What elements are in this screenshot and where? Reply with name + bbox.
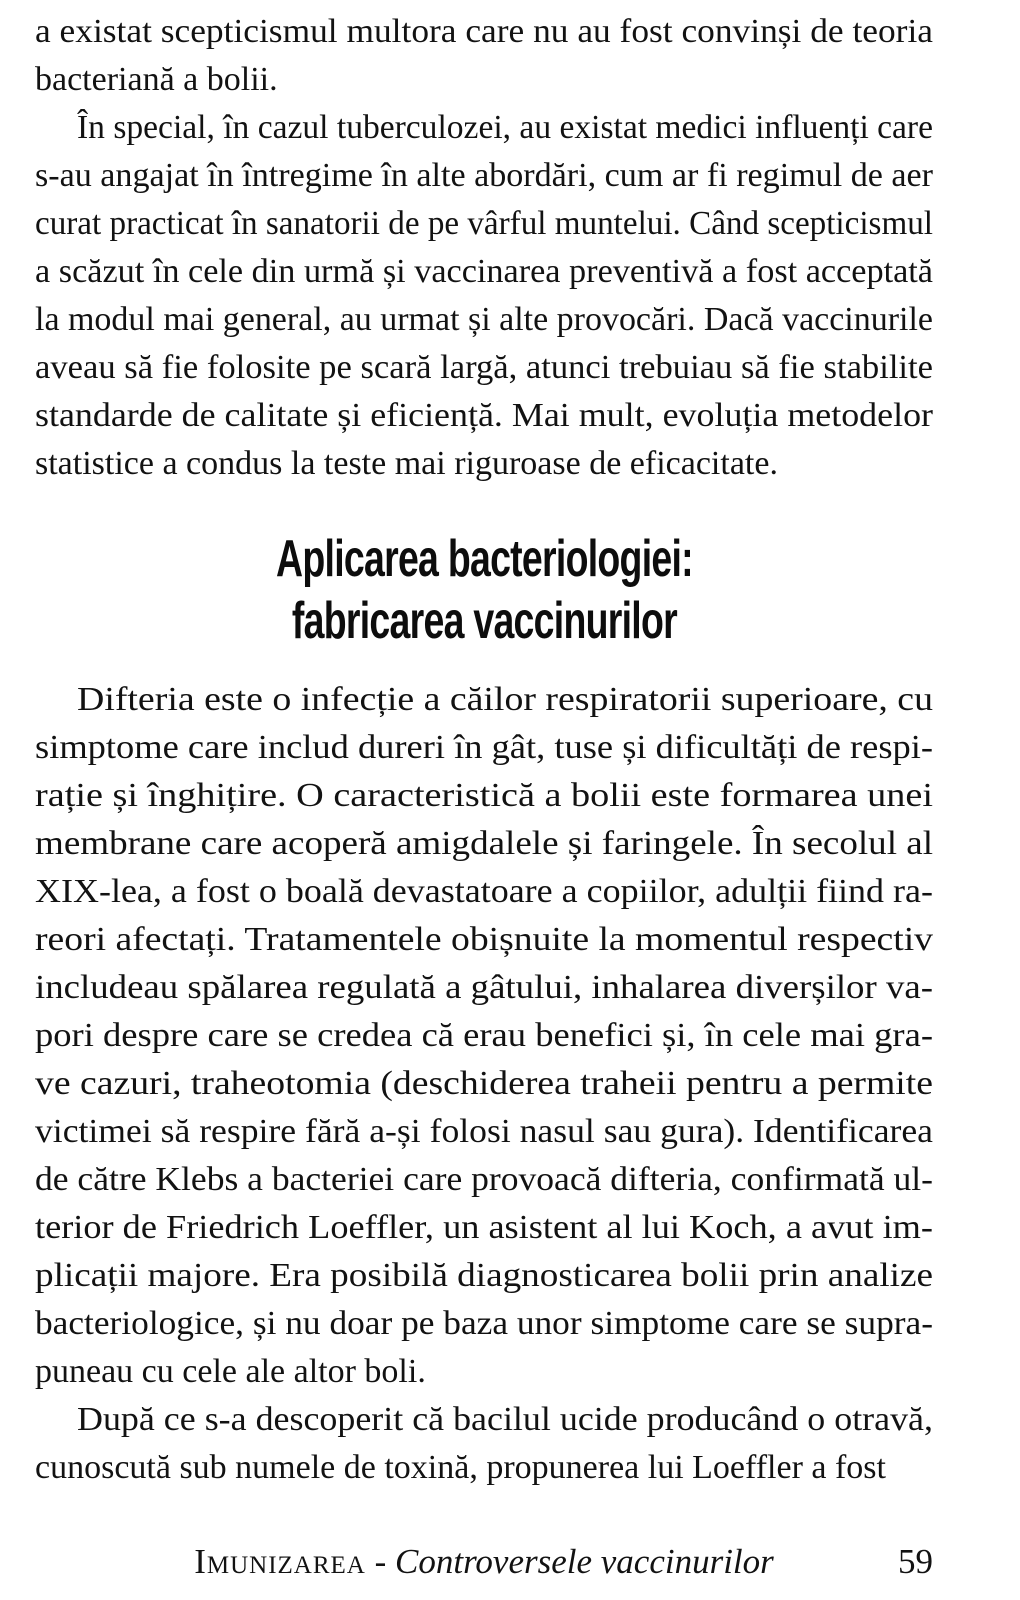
text-line (35, 676, 933, 724)
heading-line (35, 590, 933, 652)
text-line (35, 1300, 933, 1348)
text-line-content: XIX-lea, a fost o boală devastatoare a copiilor, adulții fiind ra- (35, 873, 933, 910)
text-line-content: terior de Friedrich Loeffler, un asistent al lui Koch, a avut im- (35, 1209, 934, 1246)
text-line-content: aveau să fie folosite pe scară largă, atunci trebuiau să fie stabilite (35, 349, 933, 386)
text-line (35, 1156, 933, 1204)
text-line-content: puneau cu cele ale altor boli. (35, 1353, 426, 1390)
text-line (35, 724, 933, 772)
text-line (35, 392, 933, 440)
text-line-content: bacteriologice, și nu doar pe baza unor simptome care se supra- (35, 1305, 933, 1342)
text-line (35, 820, 933, 868)
text-line-content: bacteriană a bolii. (35, 61, 278, 98)
text-line (35, 964, 933, 1012)
text-line-content: rație și înghițire. O caracteristică a bolii este formarea unei (35, 777, 933, 814)
text-line (35, 248, 933, 296)
text-line (35, 916, 933, 964)
text-line (35, 152, 933, 200)
footer-separator: - (365, 1542, 396, 1581)
text-line (35, 868, 933, 916)
text-line (35, 344, 933, 392)
text-line (35, 440, 933, 488)
text-line-content: pori despre care se credea că erau benefici și, în cele mai gra- (35, 1017, 934, 1054)
text-line-content: membrane care acoperă amigdalele și faringele. În secolul al (35, 825, 933, 862)
text-line-content: de către Klebs a bacteriei care provoacă difteria, confirmată ul- (35, 1161, 933, 1198)
text-line-content: cunoscută sub numele de toxină, propunerea lui Loeffler a fost (35, 1449, 886, 1486)
paragraph (35, 104, 933, 488)
text-line (35, 104, 933, 152)
text-line (35, 200, 933, 248)
text-line-content: standarde de calitate și eficiență. Mai mult, evoluția metodelor (35, 397, 933, 434)
text-line (35, 1396, 933, 1444)
section-heading (35, 528, 933, 652)
text-line (35, 1060, 933, 1108)
text-line-content: reori afectați. Tratamentele obișnuite la momentul respectiv (35, 921, 933, 958)
text-line-content: includeau spălarea regulată a gâtului, inhalarea diverșilor va- (35, 969, 933, 1006)
page-number: 59 (898, 1542, 933, 1581)
text-line-content: plicații majore. Era posibilă diagnosticarea bolii prin analize (35, 1257, 933, 1294)
text-line-content: la modul mai general, au urmat și alte provocări. Dacă vaccinurile (35, 301, 933, 338)
book-title: Imunizarea (194, 1542, 366, 1581)
text-line-content: Difteria este o infecție a căilor respiratorii superioare, cu (77, 681, 934, 718)
text-line (35, 1348, 933, 1396)
text-line-content: După ce s-a descoperit că bacilul ucide producând o otravă, (77, 1401, 933, 1438)
paragraph (35, 676, 933, 1396)
text-line (35, 56, 933, 104)
book-subtitle: Controversele vaccinurilor (395, 1542, 774, 1581)
text-line-content: ve cazuri, traheotomia (deschiderea traheii pentru a permite (35, 1065, 934, 1102)
text-line (35, 1108, 933, 1156)
paragraph (35, 1396, 933, 1492)
page-footer (35, 1538, 933, 1586)
running-title (35, 1538, 933, 1586)
text-line-content: victimei să respire fără a-și folosi nasul sau gura). Identificarea (35, 1113, 933, 1150)
heading-text: Aplicarea bacteriologiei: (275, 530, 693, 588)
text-line (35, 772, 933, 820)
text-line (35, 296, 933, 344)
text-line-content: a existat scepticismul multora care nu au fost convinși de teoria (35, 13, 933, 50)
text-line-content: statistice a condus la teste mai riguroase de eficacitate. (35, 445, 778, 482)
text-line (35, 1204, 933, 1252)
text-line-content: s-au angajat în întregime în alte abordări, cum ar fi regimul de aer (35, 157, 933, 194)
text-line-content: curat practicat în sanatorii de pe vârful muntelui. Când scepticismul (35, 205, 933, 242)
heading-text: fabricarea vaccinurilor (291, 592, 677, 650)
text-line (35, 1252, 933, 1300)
text-line (35, 8, 933, 56)
text-line (35, 1012, 933, 1060)
heading-line (35, 528, 933, 590)
page-content (35, 8, 933, 1492)
text-line-content: a scăzut în cele din urmă și vaccinarea preventivă a fost acceptată (35, 253, 933, 290)
paragraph (35, 8, 933, 104)
text-line-content: În special, în cazul tuberculozei, au existat medici influenți care (77, 109, 933, 146)
text-line-content: simptome care includ dureri în gât, tuse și dificultăți de respi- (35, 729, 933, 766)
text-line (35, 1444, 933, 1492)
